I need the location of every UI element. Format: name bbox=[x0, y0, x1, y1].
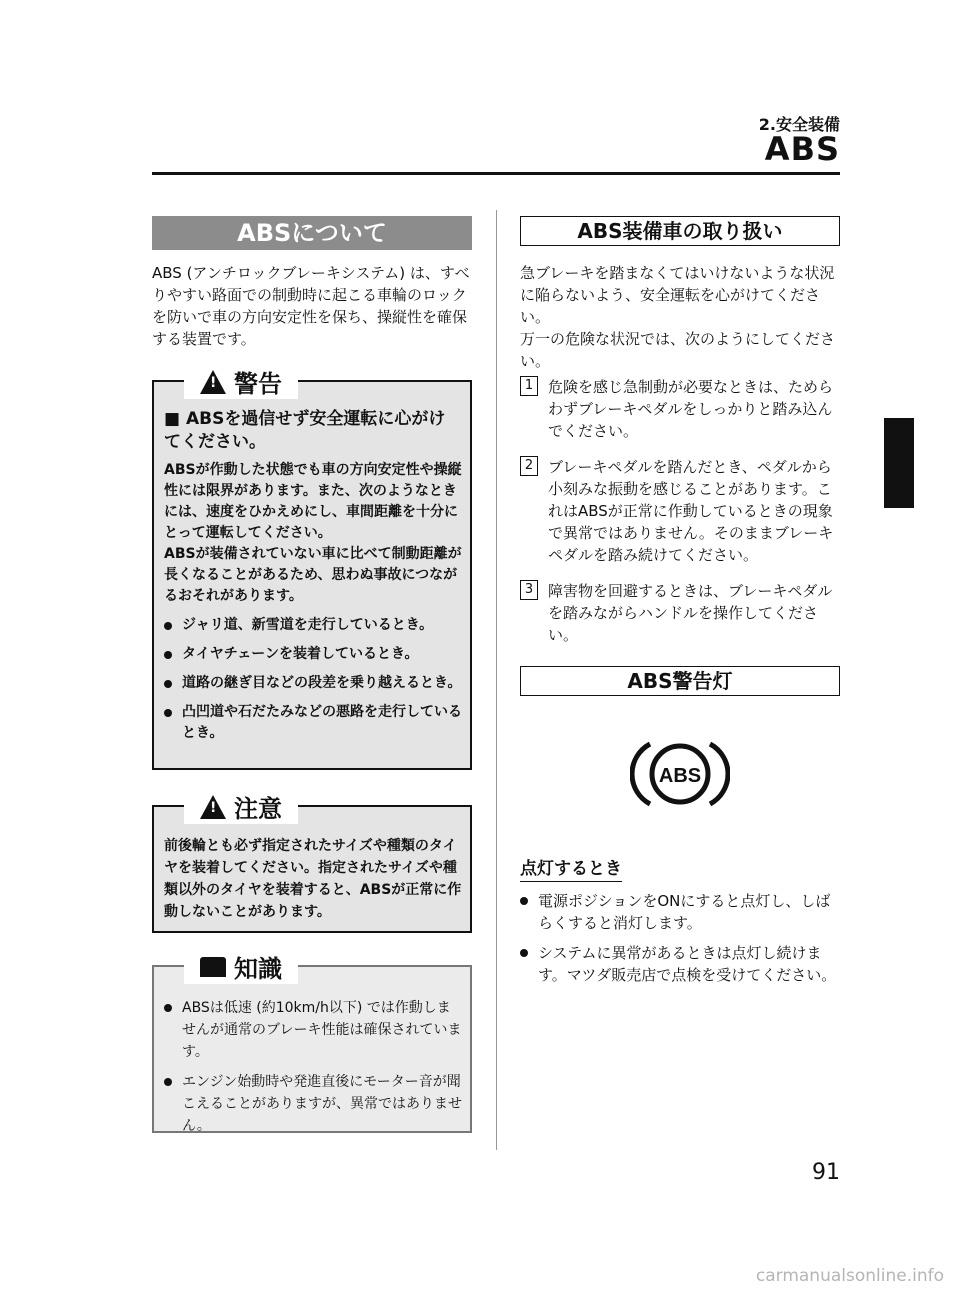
abs-icon-text: ABS bbox=[658, 765, 702, 787]
list-item: 凸凹道や石だたみなどの悪路を走行しているとき。 bbox=[164, 702, 462, 744]
bullet-icon bbox=[520, 897, 528, 905]
lights-title: 点灯するとき bbox=[520, 854, 622, 882]
warning-heading bbox=[184, 364, 298, 399]
warning-body1: ABSが作動した状態でも車の方向安定性や操縦性には限界があります。また、次のようなときには、速度をひかえめにし、車間距離を十分にとって運転してください。 bbox=[164, 462, 462, 541]
warning-body2: ABSが装備されていない車に比べて制動距離が長くなることがあるため、思わぬ事故につながるおそれがあります。 bbox=[164, 546, 462, 604]
bullet-icon bbox=[164, 1078, 172, 1086]
warning-icon bbox=[200, 370, 226, 394]
book-icon bbox=[200, 957, 226, 977]
list-item: 電源ポジションをONにすると点灯し、しばらくすると消灯します。 bbox=[520, 890, 840, 934]
bullet-icon bbox=[164, 680, 172, 688]
chapter-tab bbox=[884, 418, 914, 508]
knowledge-label: 知識 bbox=[234, 955, 282, 983]
bullet-icon bbox=[164, 622, 172, 630]
list-item: ABSは低速 (約10km/h以下) では作動しませんが通常のブレーキ性能は確保されています。 bbox=[164, 997, 462, 1063]
page-number: 91 bbox=[812, 1160, 840, 1185]
column-divider bbox=[496, 210, 497, 1150]
bullet-icon bbox=[520, 949, 528, 957]
caution-icon bbox=[200, 795, 226, 819]
knowledge-heading bbox=[184, 949, 298, 984]
caution-label: 注意 bbox=[234, 795, 282, 823]
caution-heading bbox=[184, 789, 298, 824]
about-title: ABSについて bbox=[152, 216, 472, 250]
list-item: 1 危険を感じ急制動が必要なときは、ためらわずブレーキペダルをしっかりと踏み込んでください。 bbox=[520, 376, 840, 442]
warning-box bbox=[152, 370, 472, 770]
list-item: 道路の継ぎ目などの段差を乗り越えるとき。 bbox=[164, 673, 462, 694]
watermark: carmanualsonline.info bbox=[755, 1266, 944, 1286]
section-title: ABS bbox=[764, 130, 840, 168]
abs-warning-lamp-icon bbox=[630, 738, 730, 810]
warning-headline: ■ ABSを過信せず安全運転に心がけてください。 bbox=[164, 409, 446, 452]
list-item: エンジン始動時や発進直後にモーター音が聞こえることがありますが、異常ではありません。 bbox=[164, 1071, 462, 1137]
list-item: ジャリ道、新雪道を走行しているとき。 bbox=[164, 615, 462, 636]
handling-title: ABS装備車の取り扱い bbox=[520, 216, 840, 246]
list-item: 3 障害物を回避するときは、ブレーキペダルを踏みながらハンドルを操作してください。 bbox=[520, 580, 840, 646]
caution-body: 前後輪とも必ず指定されたサイズや種類のタイヤを装着してください。指定されたサイズや種類以外のタイヤを装着すると、ABSが正常に作動しないことがあります。 bbox=[164, 838, 462, 920]
header-rule bbox=[152, 172, 840, 175]
bullet-icon bbox=[164, 651, 172, 659]
about-text: ABS (アンチロックブレーキシステム) は、すべりやすい路面での制動時に起こる車輪のロックを防いで車の方向安定性を保ち、操縦性を確保する装置です。 bbox=[152, 264, 470, 348]
caution-box bbox=[152, 795, 472, 933]
list-item: タイヤチェーンを装着しているとき。 bbox=[164, 644, 462, 665]
warning-label: 警告 bbox=[234, 370, 282, 398]
handling-intro2: 万一の危険な状況では、次のようにしてください。 bbox=[520, 330, 836, 370]
list-item: システムに異常があるときは点灯し続けます。マツダ販売店で点検を受けてください。 bbox=[520, 942, 840, 986]
chapter-label: 2.安全装備 bbox=[758, 115, 840, 134]
lamp-title: ABS警告灯 bbox=[520, 666, 840, 696]
handling-intro: 急ブレーキを踏まなくてはいけないような状況に陥らないよう、安全運転を心がけてください。 bbox=[520, 264, 835, 326]
bullet-icon bbox=[164, 1004, 172, 1012]
list-item: 2 ブレーキペダルを踏んだとき、ペダルから小刻みな振動を感じることがあります。これはABSが正常に作動しているときの現象で異常ではありません。そのままブレーキペダルを踏み続けてください。 bbox=[520, 456, 840, 566]
knowledge-box bbox=[152, 955, 472, 1134]
bullet-icon bbox=[164, 709, 172, 717]
